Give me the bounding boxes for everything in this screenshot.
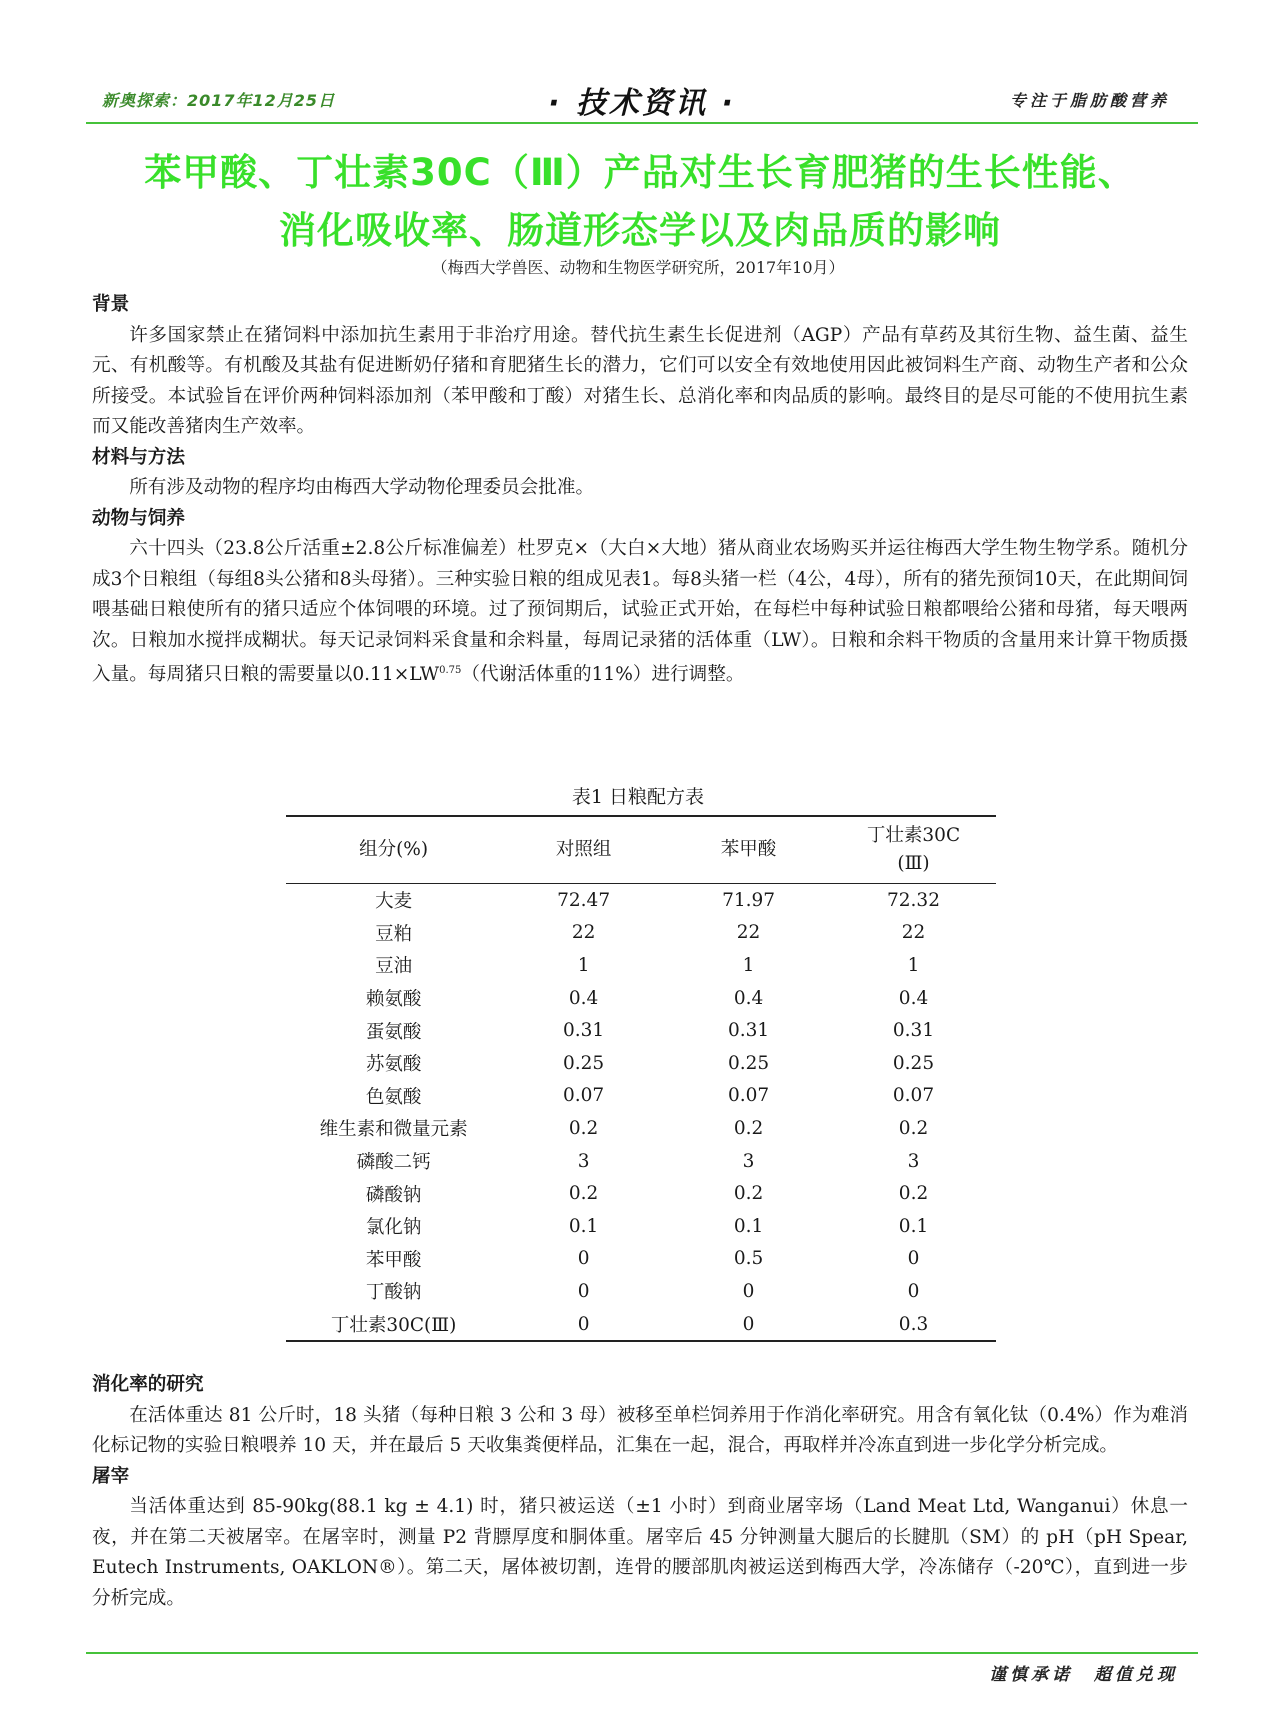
background-heading: 背景 xyxy=(92,294,130,315)
slaughter-paragraph: 当活体重达到 85-90kg(88.1 kg ± 4.1) 时，猪只被运送（±1 小时）到商业屠宰场（Land Meat Ltd, Wanganui）休息一夜，并在第二天被屠宰。在屠宰时，测量 P2 背膘厚度和胴体重。屠宰后 45 分钟测量大腿后的长腱肌（SM）的 pH（pH Spear, Eutech Instruments, OAKLON®）。第二天，屠体被切割，连骨的腰部肌肉被运送到梅西大学，冷冻储存（-20℃），直到进一步分析完成。 xyxy=(92,1496,1188,1609)
table-cell-value: 0.31 xyxy=(727,1020,770,1042)
header-product xyxy=(831,816,996,884)
table-row xyxy=(286,884,996,917)
animals-text-b: （代谢活体重的11%）进行调整。 xyxy=(461,664,745,686)
table-row xyxy=(286,917,996,950)
table-cell-value: 0.1 xyxy=(733,1215,764,1237)
footer-slogan: 谨慎承诺 超值兑现 xyxy=(989,1665,1178,1685)
table-cell-component: 赖氨酸 xyxy=(365,989,422,1011)
table-row xyxy=(286,949,996,982)
table-cell-value: 71.97 xyxy=(722,889,776,911)
table-row xyxy=(286,1145,996,1178)
table-cell-value: 72.32 xyxy=(887,889,940,911)
table-cell-value: 0 xyxy=(742,1313,755,1335)
table-cell-component: 丁壮素30C(Ⅲ) xyxy=(330,1315,457,1337)
table-row xyxy=(286,982,996,1015)
slaughter-heading: 屠宰 xyxy=(92,1465,130,1487)
table-cell-value: 0 xyxy=(742,1280,755,1302)
table-cell-value: 0.07 xyxy=(563,1085,605,1107)
table-cell-value: 0.25 xyxy=(892,1052,935,1074)
animals-text-a: 六十四头（23.8公斤活重±2.8公斤标准偏差）杜罗克×（大白×大地）猪从商业农场购买并运往梅西大学生物生物学系。随机分成3个日粮组（每组8头公猪和8头母猪）。三种实验日粮的组成见表1。每8头猪一栏（4公，4母），所有的猪先预饲10天，在此期间饲喂基础日粮使所有的猪只适应个体饲喂的环境。过了预饲期后，试验正式开始，在每栏中每种试验日粮都喂给公猪和母猪，每天喂两次。日粮加水搅拌成糊状。每天记录饲料采食量和余料量，每周记录猪的活体重（LW）。日粮和余料干物质的含量用来计算干物质摄入量。每周猪只日粮的需要量以0.11×LW xyxy=(92,538,1188,686)
header-slogan: 专注于脂肪酸营养 xyxy=(1009,91,1170,110)
table-cell-value: 0.2 xyxy=(898,1183,929,1205)
table-cell-value: 3 xyxy=(577,1150,590,1172)
table-cell-component: 苏氨酸 xyxy=(365,1054,422,1076)
table-cell-component: 蛋氨酸 xyxy=(365,1021,422,1043)
table-cell-value: 0.07 xyxy=(727,1085,770,1107)
table-cell-value: 1 xyxy=(742,954,755,976)
table-cell-value: 0.4 xyxy=(733,987,764,1009)
article-title xyxy=(60,144,1220,260)
table-row xyxy=(286,1014,996,1047)
table-cell-component: 大麦 xyxy=(375,891,413,913)
table-cell-value: 0.25 xyxy=(563,1052,605,1074)
table-cell-component: 磷酸钠 xyxy=(365,1184,422,1206)
header-section-title: · 技术资讯 · xyxy=(548,86,736,121)
header-date: 新奥探索：2017年12月25日 xyxy=(102,91,336,110)
header-product-line-1: 丁壮素30C xyxy=(866,825,961,846)
table-cell-value: 0.2 xyxy=(733,1183,764,1205)
table-cell-value: 22 xyxy=(901,922,926,944)
animals-superscript: 0.75 xyxy=(439,665,462,676)
table-cell-value: 0.1 xyxy=(898,1215,929,1237)
header-benzoic: 苯甲酸 xyxy=(666,816,831,884)
table-cell-value: 22 xyxy=(736,922,761,944)
table-cell-component: 丁酸钠 xyxy=(365,1282,422,1304)
table-cell-component: 苯甲酸 xyxy=(365,1249,422,1271)
table-row xyxy=(286,1308,996,1342)
header-component: 组分(%) xyxy=(286,816,501,884)
table-cell-value: 0.1 xyxy=(568,1215,599,1237)
table-cell-value: 1 xyxy=(577,954,590,976)
animals-heading: 动物与饲养 xyxy=(92,507,185,529)
methods-heading: 材料与方法 xyxy=(92,446,185,468)
table-cell-value: 3 xyxy=(742,1150,755,1172)
table-row xyxy=(286,1275,996,1308)
table-row xyxy=(286,1112,996,1145)
table-cell-component: 色氨酸 xyxy=(365,1086,422,1108)
table-cell-value: 0 xyxy=(907,1248,920,1270)
page-header xyxy=(86,84,1198,124)
article-body-top xyxy=(92,290,1188,691)
table-cell-value: 0.2 xyxy=(733,1117,764,1139)
table-cell-value: 0.07 xyxy=(892,1085,935,1107)
table-cell-value: 3 xyxy=(907,1150,920,1172)
digest-paragraph: 在活体重达 81 公斤时，18 头猪（每种日粮 3 公和 3 母）被移至单栏饲养用于作消化率研究。用含有氧化钛（0.4%）作为难消化标记物的实验日粮喂养 10 天，并在最后 5 天收集粪便样品，汇集在一起，混合，再取样并冷冻直到进一步化学分析完成。 xyxy=(92,1404,1188,1456)
table-cell-value: 0.5 xyxy=(733,1248,764,1270)
table-caption: 表1 日粮配方表 xyxy=(571,786,705,808)
table-row xyxy=(286,1047,996,1080)
table-cell-component: 豆油 xyxy=(375,956,413,978)
title-line-1: 苯甲酸、丁壮素30C（Ⅲ）产品对生长育肥猪的生长性能、 xyxy=(144,151,1136,194)
table-cell-value: 0 xyxy=(577,1280,590,1302)
table-cell-value: 0.31 xyxy=(563,1020,605,1042)
table-row xyxy=(286,1080,996,1113)
diet-table xyxy=(286,815,996,1342)
table-cell-value: 72.47 xyxy=(557,889,611,911)
table-cell-value: 0.31 xyxy=(892,1020,935,1042)
table-cell-component: 磷酸二钙 xyxy=(356,1152,431,1174)
header-control: 对照组 xyxy=(501,816,666,884)
digest-heading: 消化率的研究 xyxy=(92,1374,204,1395)
table-cell-component: 豆粕 xyxy=(375,923,413,945)
header-product-line-2: (Ⅲ) xyxy=(897,853,930,874)
table-cell-value: 0.25 xyxy=(727,1052,770,1074)
article-body-bottom xyxy=(92,1370,1188,1614)
affiliation: （梅西大学兽医、动物和生物医学研究所，2017年10月） xyxy=(431,258,845,277)
animals-paragraph xyxy=(92,534,1188,691)
title-line-2: 消化吸收率、肠道形态学以及肉品质的影响 xyxy=(279,209,1001,252)
table-cell-value: 0 xyxy=(577,1248,590,1270)
table-cell-component: 维生素和微量元素 xyxy=(319,1119,468,1141)
methods-paragraph: 所有涉及动物的程序均由梅西大学动物伦理委员会批准。 xyxy=(129,477,595,498)
table-cell-value: 0.2 xyxy=(898,1117,929,1139)
table-cell-value: 22 xyxy=(571,922,596,944)
table-cell-value: 0.3 xyxy=(898,1313,929,1335)
table-cell-value: 1 xyxy=(907,954,920,976)
table-header-row xyxy=(286,816,996,884)
header-rule xyxy=(86,122,1198,124)
table-cell-value: 0.2 xyxy=(568,1183,599,1205)
table-cell-value: 0.4 xyxy=(568,987,599,1009)
table-row xyxy=(286,1210,996,1243)
footer-rule xyxy=(86,1652,1198,1654)
background-paragraph: 许多国家禁止在猪饲料中添加抗生素用于非治疗用途。替代抗生素生长促进剂（AGP）产品有草药及其衍生物、益生菌、益生元、有机酸等。有机酸及其盐有促进断奶仔猪和育肥猪生长的潜力，它们可以安全有效地使用因此被饲料生产商、动物生产者和公众所接受。本试验旨在评价两种饲料添加剂（苯甲酸和丁酸）对猪生长、总消化率和肉品质的影响。最终目的是尽可能的不使用抗生素而又能改善猪肉生产效率。 xyxy=(92,324,1188,437)
diet-table-body xyxy=(286,884,996,1342)
table-cell-value: 0.4 xyxy=(898,987,929,1009)
table-cell-value: 0 xyxy=(907,1280,920,1302)
table-cell-component: 氯化钠 xyxy=(365,1217,422,1239)
table-row xyxy=(286,1243,996,1276)
table-row xyxy=(286,1177,996,1210)
table-cell-value: 0 xyxy=(577,1313,590,1335)
table-cell-value: 0.2 xyxy=(568,1117,599,1139)
